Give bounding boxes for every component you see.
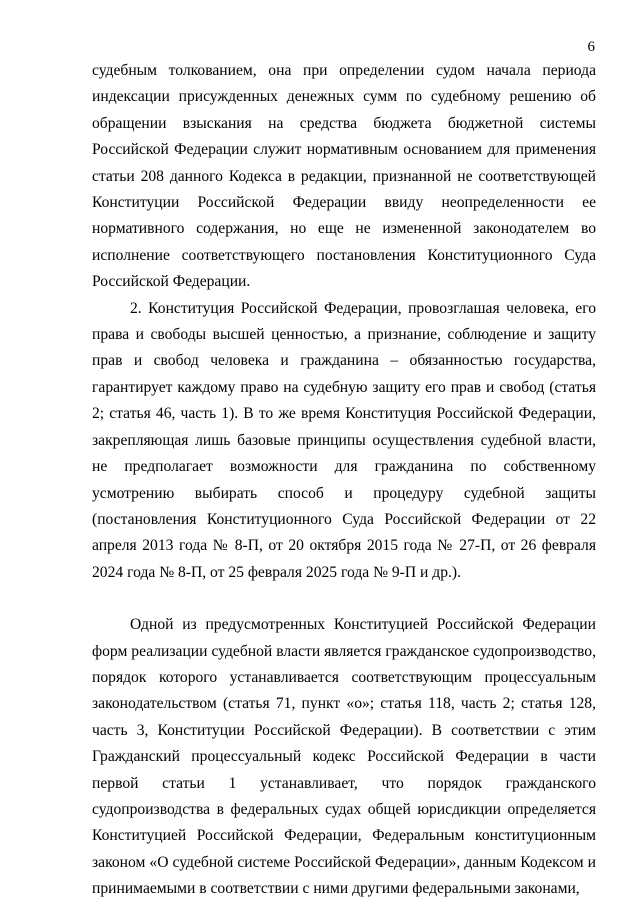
paragraph-2: 2. Конституция Российской Федерации, провозглашая человека, его права и свободы высшей ценностью, а признание, соблюдение и защиту прав и свобод человека и гражданина – обязанностью государства, гарантирует каждому право на судебную защиту его прав и свобод (статья 2; статья 46, часть 1). В то же время Конституция Российской Федерации, закрепляющая лишь базовые принципы осуществления судебной власти, не предполагает возможности для гражданина по собственному усмотрению выбирать способ и процедуру судебной защиты (постановления Конституционного Суда Российской Федерации от 22 апреля 2013 года № 8-П, от 20 октября 2015 года № 27-П, от 26 февраля 2024 года № 8-П, от 25 февраля 2025 года № 9-П и др.). <box>92 299 596 581</box>
page-number: 6 <box>587 39 595 55</box>
paragraph-3: Одной из предусмотренных Конституцией Российской Федерации форм реализации судебной власти является гражданское судопроизводство, порядок которого устанавливается соответствующим процессуальным законодательством (статья 71, пункт «о»; статья 118, часть 2; статья 128, часть 3, Конституции Российской Федерации). В соответствии с этим Гражданский процессуальный кодекс Российской Федерации в части первой статьи 1 устанавливает, что порядок гражданского судопроизводства в федеральных судах общей юрисдикции определяется Конституцией Российской Федерации, Федеральным конституционным законом «О судебной системе Российской Федерации», данным Кодексом и принимаемыми в соответствии с ними другими федеральными законами, <box>92 616 596 898</box>
body-text <box>92 58 596 903</box>
paragraph-continuation: судебным толкованием, она при определении судом начала периода индексации присужденных денежных сумм по судебному решению об обращении взыскания на средства бюджета бюджетной системы Российской Федерации служит нормативным основанием для применения статьи 208 данного Кодекса в редакции, признанной не соответствующей Конституции Российской Федерации ввиду неопределенности ее нормативного содержания, но еще не измененной законодателем во исполнение соответствующего постановления Конституционного Суда Российской Федерации. <box>92 62 596 291</box>
